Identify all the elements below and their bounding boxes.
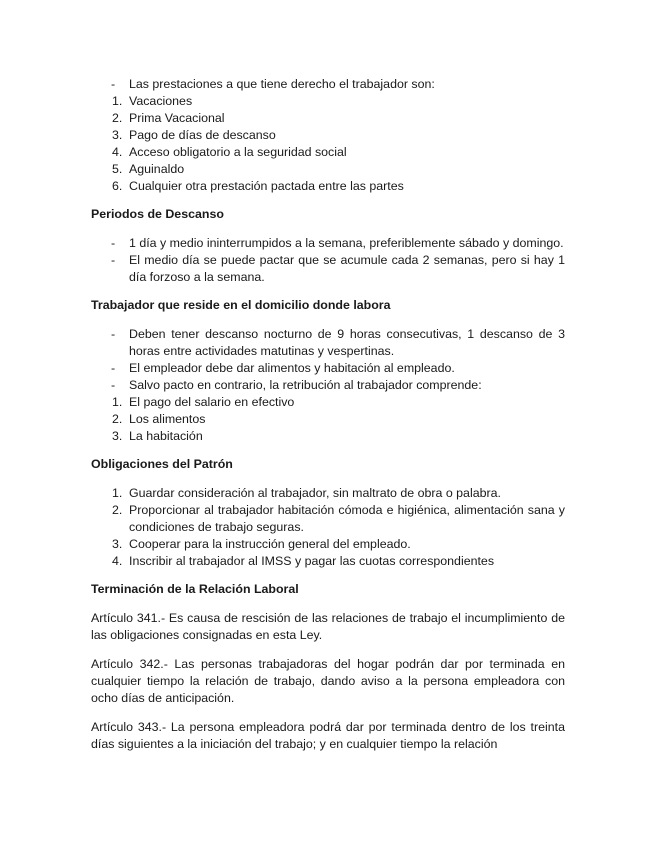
list-item [91,411,565,428]
employer-obligations-list [91,485,565,570]
list-item-text: Vacaciones [129,94,193,108]
list-item [91,360,565,377]
rest-list [91,235,565,286]
list-item-text: El pago del salario en efectivo [129,395,295,409]
item-number: 6. [112,179,123,193]
list-item [91,178,565,195]
list-item [91,235,565,252]
list-item-text: Prima Vacacional [129,111,225,125]
list-item [91,502,565,536]
list-item [91,127,565,144]
item-number: 1. [112,486,123,500]
bullet-marker: - [111,361,116,375]
list-item [91,144,565,161]
item-number: 1. [112,395,123,409]
list-item-text: 1 día y medio ininterrumpidos a la semana, preferiblemente sábado y domingo. [129,236,564,250]
list-item-text: Cooperar para la instrucción general del empleado. [129,537,411,551]
list-item-text: La habitación [129,429,203,443]
section-heading-resident: Trabajador que reside en el domicilio donde labora [91,298,391,312]
resident-list [91,326,565,445]
item-number: 3. [112,429,123,443]
item-number: 4. [112,145,123,159]
article-paragraph: Artículo 341.- Es causa de rescisión de las relaciones de trabajo el incumplimiento de las obligaciones consignadas en esta Ley. [91,611,565,642]
list-item [91,428,565,445]
item-number: 2. [112,412,123,426]
article-paragraph: Artículo 343.- La persona empleadora podrá dar por terminada dentro de los treinta días siguientes a la iniciación del trabajo; y en cualquier tiempo la relación [91,720,565,751]
list-item-text: Aguinaldo [129,162,185,176]
item-number: 3. [112,537,123,551]
list-item [91,377,565,394]
item-number: 3. [112,128,123,142]
list-item-text: Pago de días de descanso [129,128,276,142]
list-item [91,536,565,553]
item-number: 2. [112,111,123,125]
bullet-marker: - [111,378,116,392]
list-item-text: El empleador debe dar alimentos y habitación al empleado. [129,361,455,375]
list-item [91,252,565,286]
list-item [91,110,565,127]
section-heading-employer: Obligaciones del Patrón [91,457,233,471]
list-item-text: Salvo pacto en contrario, la retribución al trabajador comprende: [129,378,482,392]
section-heading-termination: Terminación de la Relación Laboral [91,582,299,596]
list-item [91,93,565,110]
list-item-text: Deben tener descanso nocturno de 9 horas consecutivas, 1 descanso de 3 horas entre actividades matutinas y vespertinas. [129,327,565,358]
section-heading-rest: Periodos de Descanso [91,207,224,221]
article-paragraph: Artículo 342.- Las personas trabajadoras del hogar podrán dar por terminada en cualquier tiempo la relación de trabajo, dando aviso a la persona empleadora con ocho días de anticipación. [91,657,565,705]
item-number: 2. [112,503,123,517]
item-number: 1. [112,94,123,108]
list-item-text: Inscribir al trabajador al IMSS y pagar las cuotas correspondientes [129,554,495,568]
benefits-list [91,76,565,195]
list-item-text: Los alimentos [129,412,206,426]
bullet-marker: - [111,77,116,91]
list-item-text: Guardar consideración al trabajador, sin maltrato de obra o palabra. [129,486,501,500]
list-item-text: El medio día se puede pactar que se acumule cada 2 semanas, pero si hay 1 día forzoso a la semana. [129,253,565,284]
bullet-marker: - [111,253,116,267]
list-item [91,161,565,178]
list-item [91,485,565,502]
list-item-text: Cualquier otra prestación pactada entre las partes [129,179,404,193]
list-item [91,76,565,93]
item-number: 4. [112,554,123,568]
list-item-text: Proporcionar al trabajador habitación cómoda e higiénica, alimentación sana y condiciones de trabajo seguras. [129,503,565,534]
list-item [91,553,565,570]
list-item-text: Acceso obligatorio a la seguridad social [129,145,347,159]
bullet-marker: - [111,327,116,341]
list-item [91,326,565,360]
item-number: 5. [112,162,123,176]
list-item-text: Las prestaciones a que tiene derecho el trabajador son: [129,77,435,91]
bullet-marker: - [111,236,116,250]
list-item [91,394,565,411]
